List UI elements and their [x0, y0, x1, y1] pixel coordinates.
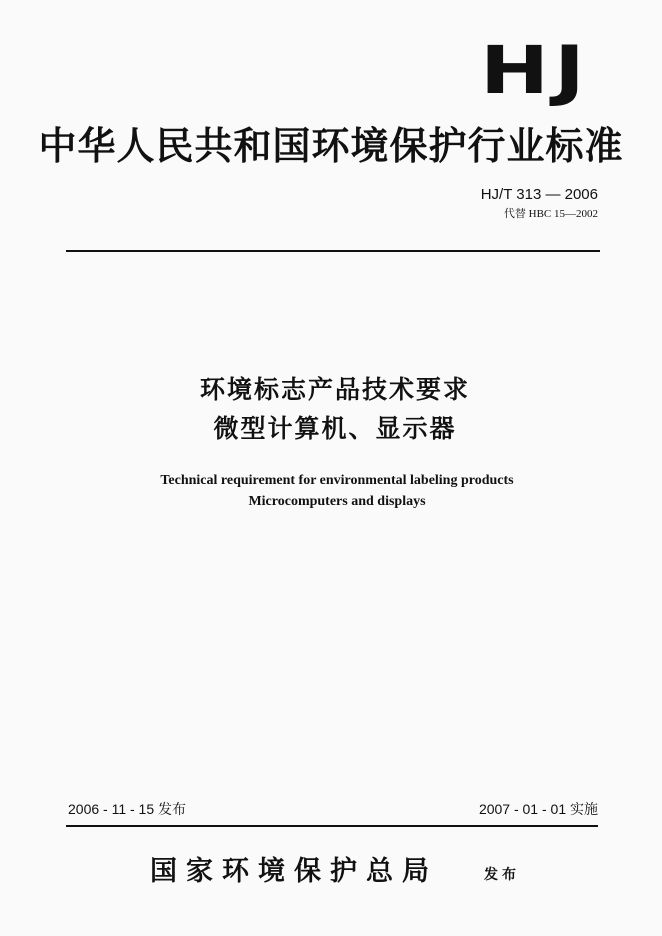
issue-date: 2006 - 11 - 15 发布	[68, 801, 187, 817]
footer-divider	[66, 825, 598, 827]
document-title-en-line1: Technical requirement for environmental labeling products	[160, 473, 514, 488]
issuing-authority: 国家环境保护总局	[150, 856, 438, 887]
standard-code: HJ/T 313 — 2006	[480, 186, 598, 203]
issuing-authority-suffix: 发布	[484, 867, 520, 883]
replaces-note: 代替 HBC 15—2002	[503, 208, 598, 220]
standard-type-heading: 中华人民共和国环境保护行业标准	[38, 124, 624, 168]
document-title-cn-line1: 环境标志产品技术要求	[199, 375, 470, 404]
document-title-en-line2: Microcomputers and displays	[248, 494, 426, 509]
document-title-cn-line2: 微型计算机、显示器	[213, 414, 457, 443]
implementation-date: 2007 - 01 - 01 实施	[478, 801, 598, 817]
header-divider	[66, 250, 600, 252]
hj-logo: HJ	[480, 32, 590, 109]
